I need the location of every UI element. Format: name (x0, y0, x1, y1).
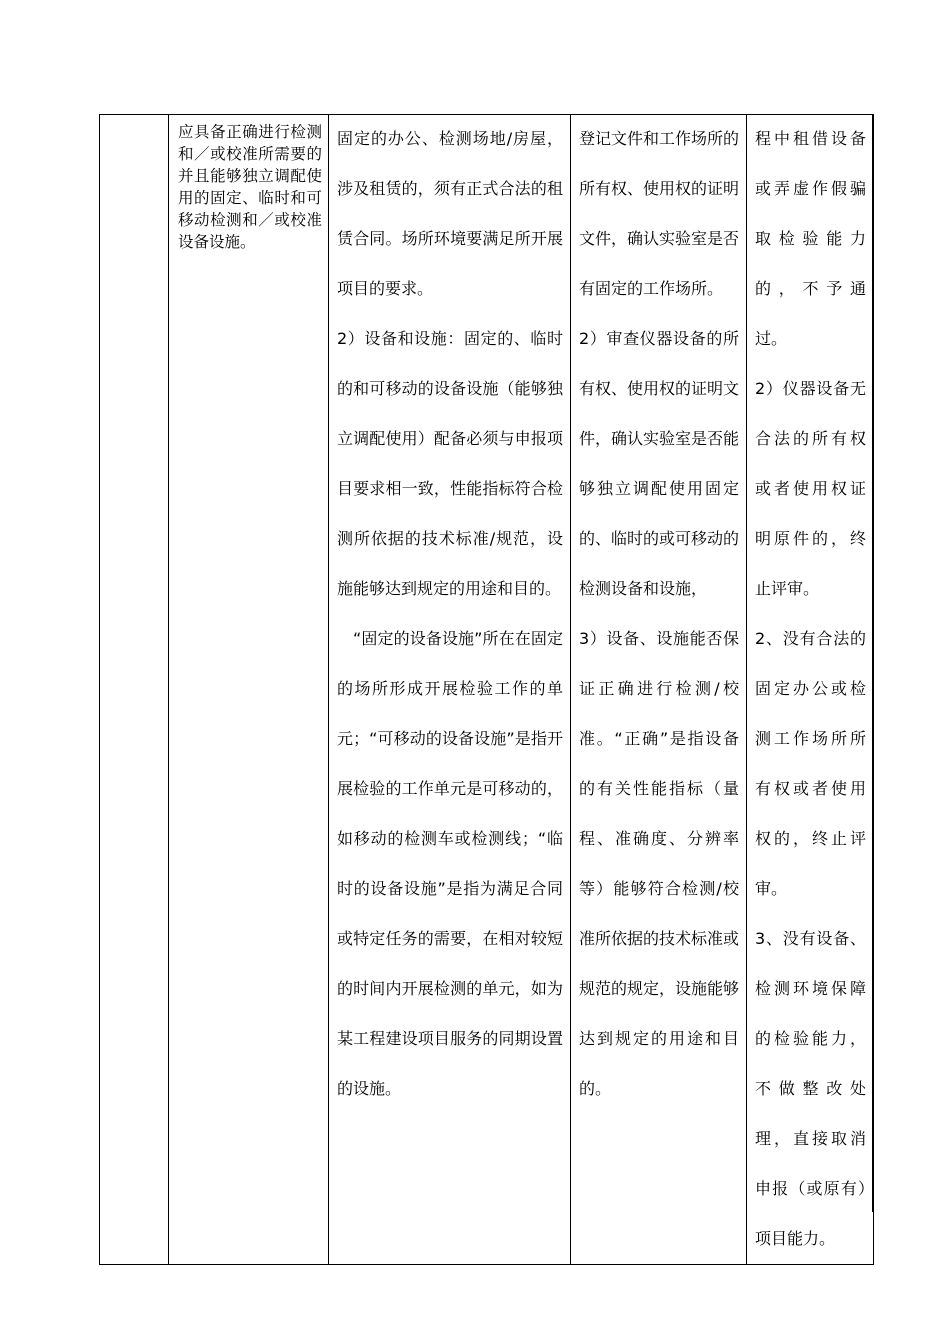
review-method-cell (571, 115, 747, 1265)
review-method-content (571, 114, 746, 1114)
requirement-cell (169, 115, 329, 1265)
review-method-paragraph: 3）设备、设施能否保证正确进行检测/校准。“正确”是指设备的有关性能指标（量程、准确度、分辨率等）能够符合检测/校准所依据的技术标准或规范的规定，设施能够达到规定的用途和目的。 (579, 629, 740, 1098)
explanation-paragraph: 固定的办公、检测场地/房屋，涉及租赁的，须有正式合法的租赁合同。场所环境要满足所开展项目的要求。 (337, 129, 563, 298)
judgement-paragraph: 3、没有设备、检测环境保障的检验能力，不做整改处理，直接取消申报（或原有）项目能力。 (755, 929, 866, 1248)
judgement-paragraph: 2、没有合法的固定办公或检测工作场所所有权或者使用权的，终止评审。 (755, 629, 866, 898)
table-right-border (872, 114, 874, 1212)
explanation-cell (329, 115, 571, 1265)
review-method-paragraph: 登记文件和工作场所的所有权、使用权的证明文件，确认实验室是否有固定的工作场所。 (579, 129, 740, 298)
requirements-table (99, 114, 874, 1265)
requirements-table-container (99, 114, 873, 1248)
table-row (100, 115, 874, 1265)
judgement-cell (747, 115, 874, 1265)
index-cell (100, 115, 169, 1265)
judgement-paragraph: 程中租借设备或弄虚作假骗取检验能力的，不予通过。 (755, 129, 866, 348)
review-method-paragraph: 2）审查仪器设备的所有权、使用权的证明文件，确认实验室是否能够独立调配使用固定的、临时的或可移动的检测设备和设施， (579, 329, 740, 598)
judgement-paragraph: 2）仪器设备无合法的所有权或者使用权证明原件的，终止评审。 (755, 379, 866, 598)
explanation-paragraph: “固定的设备设施”所在在固定的场所形成开展检验工作的单元；“可移动的设备设施”是指开展检验的工作单元是可移动的，如移动的检测车或检测线；“临时的设备设施”是指为满足合同或特定任务的需要，在相对较短的时间内开展检测的单元，如为某工程建设项目服务的同期设置的设施。 (337, 629, 563, 1098)
explanation-content (329, 114, 570, 1114)
judgement-content (747, 114, 873, 1264)
explanation-paragraph: 2）设备和设施：固定的、临时的和可移动的设备设施（能够独立调配使用）配备必须与申报项目要求相一致，性能指标符合检测所依据的技术标准/规范，设施能够达到规定的用途和目的。 (337, 329, 563, 598)
requirement-text: 应具备正确进行检测和／或校准所需要的并且能够独立调配使用的固定、临时和可移动检测和／或校准设备设施。 (178, 123, 322, 251)
